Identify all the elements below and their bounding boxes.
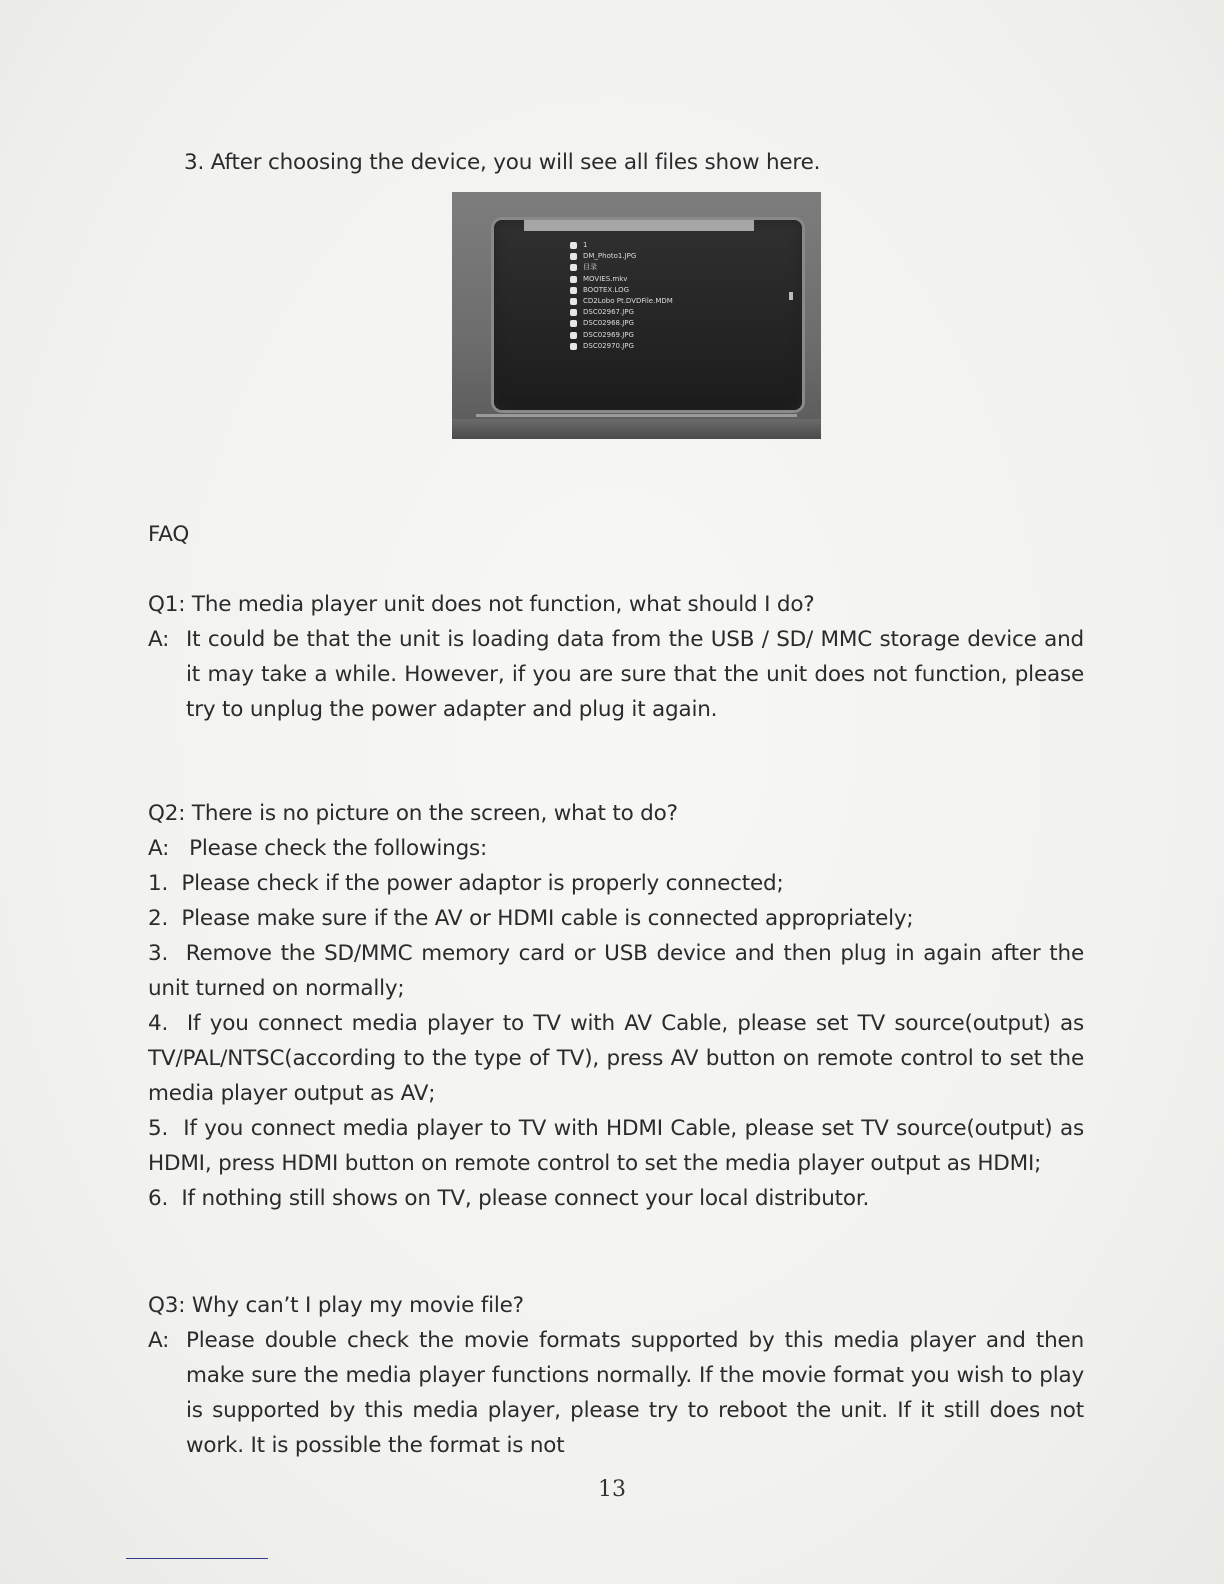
- answer-3-text: Please double check the movie formats supported by this media player and then make sure the media player functions normally. If the movie format you wish to play is supported by this media player, please try to reboot the unit. If it still does not work. It is possible the format is not: [186, 1328, 1084, 1458]
- scroll-marker: [789, 292, 793, 300]
- file-icon: [570, 343, 577, 350]
- list-item: 5. If you connect media player to TV with HDMI Cable, please set TV source(output) as HDMI, press HDMI button on remote control to set the media player output as HDMI;: [148, 1116, 1084, 1176]
- file-name: DSC02970.JPG: [583, 341, 634, 350]
- answer-prefix: A:: [148, 627, 170, 652]
- answer-prefix: A:: [148, 1328, 170, 1353]
- file-name: DSC02969.JPG: [583, 330, 634, 339]
- faq-heading: FAQ: [148, 522, 190, 547]
- file-icon: [570, 309, 577, 316]
- page-number: 13: [598, 1477, 626, 1502]
- file-row: [570, 262, 673, 273]
- file-name: CD2Lobo Pt.DVDFile.MDM: [583, 296, 673, 305]
- file-browser-screenshot: [452, 192, 821, 439]
- answer-2-intro: A: Please check the followings:: [148, 836, 488, 861]
- file-row: [570, 307, 673, 318]
- file-name: MOVIES.mkv: [583, 274, 628, 283]
- file-name: DSC02967.JPG: [583, 308, 634, 317]
- file-row: [570, 318, 673, 329]
- answer-1: [148, 622, 1084, 727]
- question-1: Q1: The media player unit does not function, what should I do?: [148, 592, 815, 617]
- progress-line: [476, 414, 797, 417]
- file-name: 目录: [583, 263, 597, 272]
- file-icon: [570, 253, 577, 260]
- answer-2-list: [148, 866, 1084, 1216]
- list-item: 3. Remove the SD/MMC memory card or USB device and then plug in again after the unit turned on normally;: [148, 941, 1084, 1001]
- file-icon: [570, 264, 577, 271]
- step-3-text: 3. After choosing the device, you will see all files show here.: [184, 150, 821, 175]
- answer-1-text: It could be that the unit is loading data from the USB / SD/ MMC storage device and it may take a while. However, if you are sure that the unit does not function, please try to unplug the power adapter and plug it again.: [186, 627, 1084, 722]
- file-list: [570, 240, 673, 352]
- file-row: [570, 240, 673, 251]
- list-item: 4. If you connect media player to TV with AV Cable, please set TV source(output) as TV/PAL/NTSC(according to the type of TV), press AV button on remote control to set the media player output as AV;: [148, 1011, 1084, 1106]
- file-icon: [570, 242, 577, 249]
- file-row: [570, 285, 673, 296]
- status-bar: [452, 419, 821, 439]
- file-row: [570, 330, 673, 341]
- file-icon: [570, 332, 577, 339]
- footer-rule: [126, 1558, 268, 1559]
- file-icon: [570, 298, 577, 305]
- file-row: [570, 296, 673, 307]
- file-name: 1: [583, 241, 588, 249]
- file-row: [570, 341, 673, 352]
- file-icon: [570, 320, 577, 327]
- file-icon: [570, 287, 577, 294]
- question-2: Q2: There is no picture on the screen, what to do?: [148, 801, 678, 826]
- file-icon: [570, 276, 577, 283]
- file-row: [570, 274, 673, 285]
- file-name: BOOTEX.LOG: [583, 285, 630, 294]
- answer-3: [148, 1323, 1084, 1463]
- file-row: [570, 251, 673, 262]
- question-3: Q3: Why can’t I play my movie file?: [148, 1293, 524, 1318]
- list-item: 1. Please check if the power adaptor is properly connected;: [148, 871, 784, 896]
- list-item: 2. Please make sure if the AV or HDMI cable is connected appropriately;: [148, 906, 914, 931]
- file-name: DM_Photo1.JPG: [583, 252, 637, 261]
- list-item: 6. If nothing still shows on TV, please connect your local distributor.: [148, 1186, 870, 1211]
- file-name: DSC02968.JPG: [583, 319, 634, 328]
- selection-highlight: [524, 220, 754, 231]
